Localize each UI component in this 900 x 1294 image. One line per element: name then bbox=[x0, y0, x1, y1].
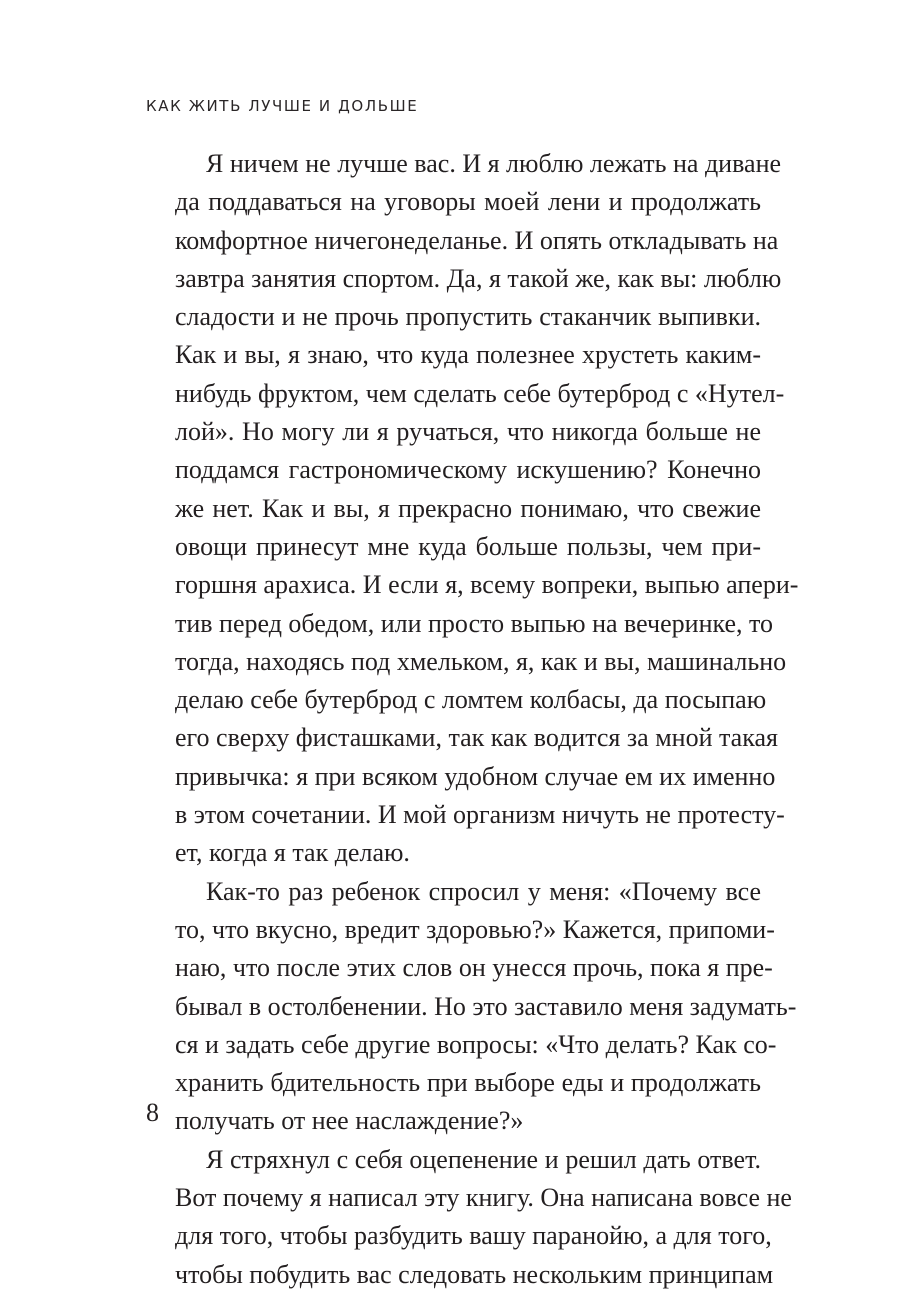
text-line: тогда, находясь под хмельком, я, как и вы, машинально bbox=[175, 646, 787, 676]
text-line: хранить бдительность при выборе еды и продолжать bbox=[175, 1068, 761, 1098]
page-number: 8 bbox=[146, 1098, 159, 1127]
text-line: бывал в остолбенении. Но это заставило меня задумать- bbox=[175, 991, 797, 1021]
text-line: чтобы побудить вас следовать нескольким принципам bbox=[175, 1259, 774, 1289]
text-line: Как-то раз ребенок спросил у меня: «Почему все bbox=[206, 876, 761, 906]
text-line: да поддаваться на уговоры моей лени и продолжать bbox=[175, 187, 761, 217]
text-line: завтра занятия спортом. Да, я такой же, как вы: люблю bbox=[175, 263, 782, 293]
text-line: овощи принесут мне куда больше пользы, чем при- bbox=[175, 531, 761, 561]
text-line: то, что вкусно, вредит здоровью?» Кажется, припоми- bbox=[175, 914, 775, 944]
text-line: лой». Но могу ли я ручаться, что никогда больше не bbox=[175, 417, 761, 447]
text-line: Как и вы, я знаю, что куда полезнее хрустеть каким- bbox=[175, 340, 761, 370]
text-line: горшня арахиса. И если я, всему вопреки, выпью апери- bbox=[175, 570, 799, 600]
text-line: тив перед обедом, или просто выпью на вечеринке, то bbox=[175, 608, 774, 638]
text-line: получать от нее наслаждение?» bbox=[175, 1106, 524, 1136]
text-line: делаю себе бутерброд с ломтем колбасы, да посыпаю bbox=[175, 685, 767, 715]
text-line: Я ничем не лучше вас. И я люблю лежать на диване bbox=[206, 149, 782, 178]
text-line: Вот почему я написал эту книгу. Она написана вовсе не bbox=[175, 1183, 792, 1213]
body-text bbox=[175, 145, 799, 1294]
text-line: же нет. Как и вы, я прекрасно понимаю, что свежие bbox=[175, 493, 761, 523]
paragraph bbox=[175, 145, 799, 873]
text-line: для того, чтобы разбудить вашу паранойю, а для того, bbox=[175, 1221, 772, 1251]
text-line: его сверху фисташками, так как водится за мной такая bbox=[175, 723, 778, 753]
text-line: сладости и не прочь пропустить стаканчик выпивки. bbox=[175, 302, 761, 332]
text-line: ся и задать себе другие вопросы: «Что делать? Как со- bbox=[175, 1029, 777, 1059]
paragraph bbox=[175, 873, 797, 1141]
running-head: КАК ЖИТЬ ЛУЧШЕ И ДОЛЬШЕ bbox=[146, 97, 419, 115]
paragraph bbox=[175, 1141, 792, 1294]
text-line: нибудь фруктом, чем сделать себе бутерброд с «Нутел- bbox=[175, 378, 785, 408]
text-line: привычка: я при всяком удобном случае ем их именно bbox=[175, 761, 776, 791]
text-line: комфортное ничегонеделанье. И опять откладывать на bbox=[175, 225, 779, 255]
text-line: поддамся гастрономическому искушению? Конечно bbox=[175, 455, 761, 485]
text-line: ет, когда я так делаю. bbox=[175, 838, 410, 868]
text-line: в этом сочетании. И мой организм ничуть не протесту- bbox=[175, 800, 785, 830]
text-line: наю, что после этих слов он унесся прочь, пока я пре- bbox=[175, 953, 773, 983]
text-line: Я стряхнул с себя оцепенение и решил дать ответ. bbox=[206, 1144, 761, 1174]
